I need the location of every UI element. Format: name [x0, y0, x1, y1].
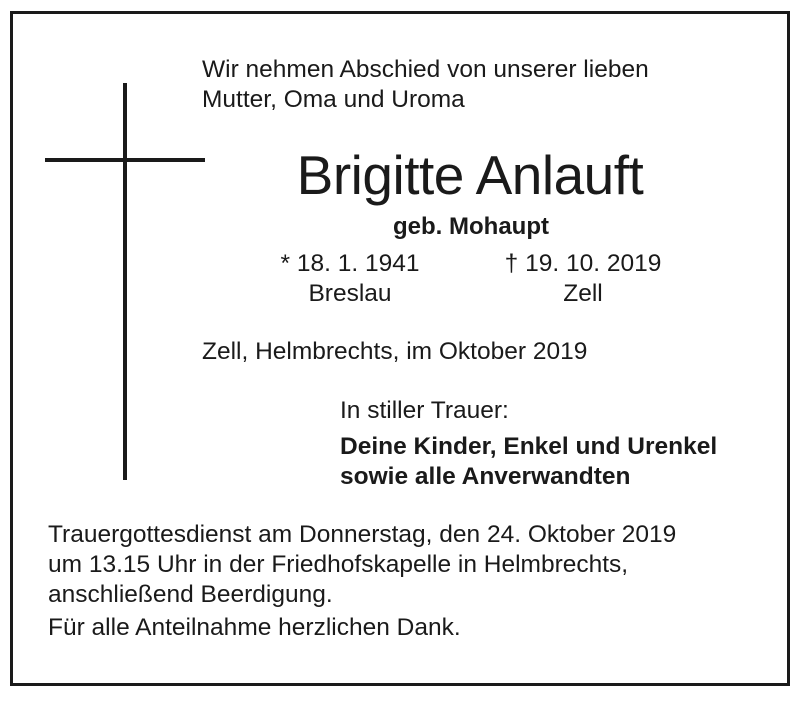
intro-text: [202, 55, 649, 115]
mourners-line-1: Deine Kinder, Enkel und Urenkel: [340, 433, 718, 460]
place-and-date: Zell, Helmbrechts, im Oktober 2019: [202, 338, 588, 365]
service-line-1: Trauergottesdienst am Donnerstag, den 24. Oktober 2019: [48, 521, 677, 548]
thanks-text: Für alle Anteilnahme herzlichen Dank.: [48, 614, 461, 641]
service-line-3: anschließend Beerdigung.: [48, 581, 333, 608]
mourners: [340, 432, 717, 492]
mourners-line-2: sowie alle Anverwandten: [340, 463, 631, 490]
funeral-service-info: [48, 520, 676, 610]
deceased-name: Brigitte Anlauft: [296, 144, 644, 206]
birth-place: Breslau: [308, 280, 392, 307]
death-date: † 19. 10. 2019: [504, 250, 662, 277]
service-line-2: um 13.15 Uhr in der Friedhofskapelle in Helmbrechts,: [48, 551, 629, 578]
death-place: Zell: [563, 280, 603, 307]
birth-date: * 18. 1. 1941: [280, 250, 420, 277]
intro-line-2: Mutter, Oma und Uroma: [202, 86, 465, 113]
mourning-label: In stiller Trauer:: [340, 397, 509, 424]
maiden-name: geb. Mohaupt: [393, 213, 549, 240]
intro-line-1: Wir nehmen Abschied von unserer lieben: [202, 56, 649, 83]
